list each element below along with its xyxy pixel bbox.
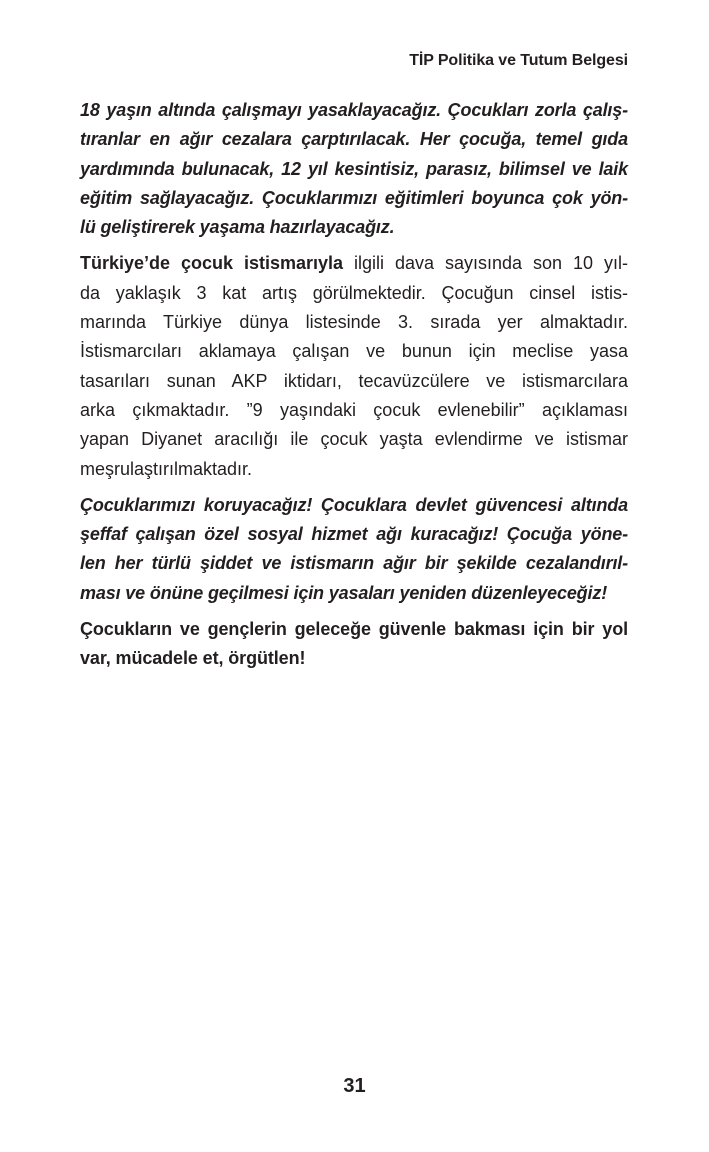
text-line: Çocuklarımızı koruyacağız! Çocuklara devlet güvencesi altında [80, 494, 628, 515]
text-line: yardımında bulunacak, 12 yıl kesintisiz, parasız, bilimsel ve laik [80, 158, 628, 179]
text-line: marında Türkiye dünya listesinde 3. sırada yer almaktadır. [80, 312, 628, 333]
text-line: eğitim sağlayacağız. Çocuklarımızı eğitimleri boyunca çok yön- [80, 187, 628, 208]
text-line: da yaklaşık 3 kat artış görülmektedir. Çocuğun cinsel istis- [80, 282, 628, 303]
text-line: yapan Diyanet aracılığı ile çocuk yaşta evlendirme ve istismar [80, 429, 628, 450]
running-header [80, 51, 628, 70]
body-text [80, 96, 628, 681]
text-line: İstismarcıları aklamaya çalışan ve bunun için meclise yasa [80, 341, 628, 362]
text-line: len her türlü şiddet ve istismarın ağır bir şekilde cezalandırıl- [80, 553, 628, 574]
paragraph [80, 491, 628, 608]
text-line: var, mücadele et, örgütlen! [80, 648, 306, 669]
text-line: meşrulaştırılmaktadır. [80, 458, 253, 479]
bold-lead-phrase: Türkiye’de çocuk istismarıyla [80, 253, 344, 274]
text-line: şeffaf çalışan özel sosyal hizmet ağı kuracağız! Çocuğa yöne- [80, 524, 628, 545]
text-line: ması ve önüne geçilmesi için yasaları yeniden düzenleyeceğiz! [80, 582, 608, 603]
text-line: Türkiye’de çocuk istismarıyla ilgili dava sayısında son 10 yıl- [80, 253, 628, 274]
paragraph [80, 96, 628, 242]
text-line: arka çıkmaktadır. ”9 yaşındaki çocuk evlenebilir” açıklaması [80, 399, 628, 420]
text-line: tıranlar en ağır cezalara çarptırılacak. Her çocuğa, temel gıda [80, 129, 628, 150]
page-number: 31 [343, 1075, 366, 1097]
text-line: lü geliştirerek yaşama hazırlayacağız. [80, 217, 395, 238]
text-line: 18 yaşın altında çalışmayı yasaklayacağız. Çocukları zorla çalış- [80, 100, 628, 120]
paragraph [80, 249, 628, 483]
paragraph [80, 615, 628, 674]
header-title: TİP Politika ve Tutum Belgesi [409, 52, 628, 69]
text-line: tasarıları sunan AKP iktidarı, tecavüzcülere ve istismarcılara [80, 370, 628, 391]
text-line: Çocukların ve gençlerin geleceğe güvenle bakması için bir yol [80, 619, 628, 640]
